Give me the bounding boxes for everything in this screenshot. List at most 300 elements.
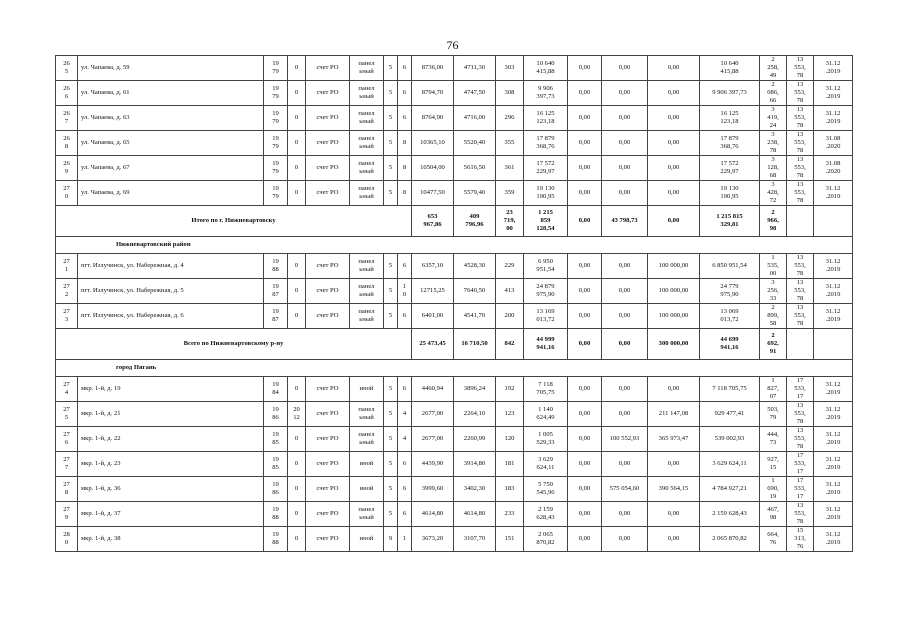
- floors-cell: 5: [384, 304, 398, 329]
- deadline-cell: 31.12 .2019: [814, 377, 853, 402]
- residents-cell: 229: [496, 254, 524, 279]
- federal-funds-cell: 0,00: [568, 502, 602, 527]
- federal-funds-cell: 0,00: [568, 131, 602, 156]
- table-row: [56, 131, 853, 156]
- year-built-cell: 19 87: [264, 279, 288, 304]
- residents-cell: 296: [496, 106, 524, 131]
- year-built-cell: 19 79: [264, 106, 288, 131]
- wall-material-cell: панел ьный: [350, 304, 384, 329]
- deadline-cell: 31.12 .2019: [814, 402, 853, 427]
- fund-method-cell: счет РО: [306, 502, 350, 527]
- fund-method-cell: счет РО: [306, 131, 350, 156]
- regional-funds-cell: 0,00: [602, 527, 648, 552]
- total-cost-cell: 19 130 190,95: [524, 181, 568, 206]
- wall-material-cell: иной: [350, 477, 384, 502]
- total-area-cell: 8764,90: [412, 106, 454, 131]
- municipal-funds-cell: 100 000,00: [648, 254, 700, 279]
- municipal-funds-cell: 0,00: [648, 181, 700, 206]
- wall-material-cell: панел ьный: [350, 427, 384, 452]
- total-area-cell: 10504,00: [412, 156, 454, 181]
- address-cell: пгт. Излучинск, ул. Набережная, д. 6: [78, 304, 264, 329]
- federal-funds-cell: 0,00: [568, 156, 602, 181]
- unit-cost-cell: 1 535, 00: [760, 254, 787, 279]
- total-cell: [814, 329, 853, 360]
- floors-cell: 5: [384, 279, 398, 304]
- municipal-funds-cell: 0,00: [648, 81, 700, 106]
- federal-funds-cell: 0,00: [568, 427, 602, 452]
- row-number-cell: 26 9: [56, 156, 78, 181]
- deadline-cell: 31.12 .2019: [814, 304, 853, 329]
- max-unit-cost-cell: 13 553, 78: [787, 131, 814, 156]
- unit-cost-cell: 2 899, 58: [760, 304, 787, 329]
- floors-cell: 5: [384, 477, 398, 502]
- total-area-cell: 3999,60: [412, 477, 454, 502]
- table-row: [56, 56, 853, 81]
- regional-funds-cell: 0,00: [602, 131, 648, 156]
- table-row: [56, 304, 853, 329]
- total-cell: 44 999 941,16: [524, 329, 568, 360]
- floors-cell: 5: [384, 181, 398, 206]
- table-row: [56, 181, 853, 206]
- year-reconstructed-cell: 0: [288, 181, 306, 206]
- table-row: [56, 427, 853, 452]
- table-row: [56, 452, 853, 477]
- row-number-cell: 27 2: [56, 279, 78, 304]
- floors-cell: 5: [384, 131, 398, 156]
- deadline-cell: 31.12 .2019: [814, 477, 853, 502]
- year-built-cell: 19 79: [264, 81, 288, 106]
- floors-cell: 5: [384, 56, 398, 81]
- total-cell: 0,00: [568, 206, 602, 237]
- total-area-cell: 8736,00: [412, 56, 454, 81]
- entrances-cell: 6: [398, 304, 412, 329]
- max-unit-cost-cell: 13 553, 78: [787, 304, 814, 329]
- owner-funds-cell: 929 477,41: [700, 402, 760, 427]
- table-row: [56, 254, 853, 279]
- residents-cell: 359: [496, 181, 524, 206]
- owner-funds-cell: 539 002,93: [700, 427, 760, 452]
- municipal-funds-cell: 0,00: [648, 452, 700, 477]
- entrances-cell: 6: [398, 477, 412, 502]
- row-number-cell: 27 9: [56, 502, 78, 527]
- section-title: Нижневартовский район: [56, 237, 853, 254]
- living-area-cell: 2260,99: [454, 427, 496, 452]
- address-cell: ул. Чапаева, д. 69: [78, 181, 264, 206]
- deadline-cell: 31.12 .2019: [814, 81, 853, 106]
- page-number: 76: [446, 38, 459, 52]
- deadline-cell: 31.12 .2019: [814, 181, 853, 206]
- regional-funds-cell: 0,00: [602, 402, 648, 427]
- fund-method-cell: счет РО: [306, 181, 350, 206]
- year-built-cell: 19 85: [264, 427, 288, 452]
- residents-cell: 413: [496, 279, 524, 304]
- row-number-cell: 27 5: [56, 402, 78, 427]
- federal-funds-cell: 0,00: [568, 477, 602, 502]
- residents-cell: 123: [496, 402, 524, 427]
- wall-material-cell: панел ьный: [350, 156, 384, 181]
- wall-material-cell: панел ьный: [350, 181, 384, 206]
- wall-material-cell: иной: [350, 377, 384, 402]
- federal-funds-cell: 0,00: [568, 527, 602, 552]
- living-area-cell: 3402,30: [454, 477, 496, 502]
- address-cell: мкр. 1-й, д. 22: [78, 427, 264, 452]
- regional-funds-cell: 0,00: [602, 156, 648, 181]
- max-unit-cost-cell: 13 553, 78: [787, 181, 814, 206]
- table-row: [56, 156, 853, 181]
- municipal-funds-cell: 0,00: [648, 156, 700, 181]
- total-cell: 653 967,86: [412, 206, 454, 237]
- address-cell: мкр. 1-й, д. 21: [78, 402, 264, 427]
- owner-funds-cell: 6 850 951,54: [700, 254, 760, 279]
- table-row: [56, 279, 853, 304]
- total-cell: 25 473,45: [412, 329, 454, 360]
- owner-funds-cell: 10 640 415,88: [700, 56, 760, 81]
- total-cost-cell: 17 879 368,76: [524, 131, 568, 156]
- row-number-cell: 26 5: [56, 56, 78, 81]
- living-area-cell: 4711,30: [454, 56, 496, 81]
- row-number-cell: 27 3: [56, 304, 78, 329]
- wall-material-cell: панел ьный: [350, 402, 384, 427]
- wall-material-cell: панел ьный: [350, 56, 384, 81]
- address-cell: мкр. 1-й, д. 37: [78, 502, 264, 527]
- total-cell: 0,00: [648, 206, 700, 237]
- year-built-cell: 19 79: [264, 156, 288, 181]
- address-cell: ул. Чапаева, д. 61: [78, 81, 264, 106]
- unit-cost-cell: 3 419, 24: [760, 106, 787, 131]
- deadline-cell: 31.12 .2019: [814, 279, 853, 304]
- total-cell: [787, 206, 814, 237]
- municipal-funds-cell: 0,00: [648, 56, 700, 81]
- owner-funds-cell: 2 065 870,82: [700, 527, 760, 552]
- table-row: [56, 402, 853, 427]
- year-built-cell: 19 88: [264, 527, 288, 552]
- residents-cell: 151: [496, 527, 524, 552]
- address-cell: мкр. 1-й, д. 23: [78, 452, 264, 477]
- fund-method-cell: счет РО: [306, 377, 350, 402]
- deadline-cell: 31.12 .2019: [814, 106, 853, 131]
- municipal-funds-cell: 100 000,00: [648, 279, 700, 304]
- residents-cell: 355: [496, 131, 524, 156]
- regional-funds-cell: 0,00: [602, 81, 648, 106]
- total-cost-cell: 6 950 951,54: [524, 254, 568, 279]
- total-cell: 43 798,73: [602, 206, 648, 237]
- fund-method-cell: счет РО: [306, 56, 350, 81]
- capital-repair-register-table: [55, 55, 853, 552]
- year-built-cell: 19 79: [264, 56, 288, 81]
- municipal-funds-cell: 211 147,08: [648, 402, 700, 427]
- living-area-cell: 7640,50: [454, 279, 496, 304]
- deadline-cell: 31.12 .2019: [814, 502, 853, 527]
- year-reconstructed-cell: 0: [288, 527, 306, 552]
- year-reconstructed-cell: 0: [288, 156, 306, 181]
- owner-funds-cell: 4 784 927,21: [700, 477, 760, 502]
- total-cell: 300 000,00: [648, 329, 700, 360]
- row-number-cell: 28 0: [56, 527, 78, 552]
- address-cell: пгт. Излучинск, ул. Набережная, д. 4: [78, 254, 264, 279]
- fund-method-cell: счет РО: [306, 81, 350, 106]
- living-area-cell: 4716,00: [454, 106, 496, 131]
- fund-method-cell: счет РО: [306, 254, 350, 279]
- fund-method-cell: счет РО: [306, 477, 350, 502]
- address-cell: ул. Чапаева, д. 65: [78, 131, 264, 156]
- total-row: [56, 206, 853, 237]
- table-row: [56, 377, 853, 402]
- total-area-cell: 2677,00: [412, 402, 454, 427]
- total-cost-cell: 1 005 529,33: [524, 427, 568, 452]
- wall-material-cell: панел ьный: [350, 131, 384, 156]
- residents-cell: 183: [496, 477, 524, 502]
- municipal-funds-cell: 390 564,15: [648, 477, 700, 502]
- year-built-cell: 19 86: [264, 402, 288, 427]
- regional-funds-cell: 0,00: [602, 254, 648, 279]
- total-area-cell: 6357,10: [412, 254, 454, 279]
- total-area-cell: 4614,80: [412, 502, 454, 527]
- municipal-funds-cell: 0,00: [648, 502, 700, 527]
- year-reconstructed-cell: 0: [288, 131, 306, 156]
- wall-material-cell: панел ьный: [350, 502, 384, 527]
- floors-cell: 5: [384, 452, 398, 477]
- regional-funds-cell: 0,00: [602, 279, 648, 304]
- year-reconstructed-cell: 0: [288, 502, 306, 527]
- total-cost-cell: 16 125 123,18: [524, 106, 568, 131]
- wall-material-cell: панел ьный: [350, 81, 384, 106]
- regional-funds-cell: 0,00: [602, 181, 648, 206]
- entrances-cell: 8: [398, 181, 412, 206]
- total-cost-cell: 2 065 870,82: [524, 527, 568, 552]
- year-reconstructed-cell: 0: [288, 452, 306, 477]
- deadline-cell: 31.12 .2019: [814, 452, 853, 477]
- total-cell: 0,00: [602, 329, 648, 360]
- deadline-cell: 31.08 .2020: [814, 131, 853, 156]
- owner-funds-cell: 17 879 368,76: [700, 131, 760, 156]
- fund-method-cell: счет РО: [306, 304, 350, 329]
- max-unit-cost-cell: 13 553, 78: [787, 81, 814, 106]
- year-reconstructed-cell: 0: [288, 377, 306, 402]
- floors-cell: 5: [384, 427, 398, 452]
- floors-cell: 5: [384, 254, 398, 279]
- year-reconstructed-cell: 20 12: [288, 402, 306, 427]
- entrances-cell: 6: [398, 81, 412, 106]
- wall-material-cell: панел ьный: [350, 254, 384, 279]
- entrances-cell: 6: [398, 106, 412, 131]
- max-unit-cost-cell: 17 533, 17: [787, 477, 814, 502]
- total-cost-cell: 24 879 975,90: [524, 279, 568, 304]
- entrances-cell: 4: [398, 402, 412, 427]
- total-cost-cell: 1 140 624,49: [524, 402, 568, 427]
- max-unit-cost-cell: 17 533, 17: [787, 452, 814, 477]
- unit-cost-cell: 3 428, 72: [760, 181, 787, 206]
- federal-funds-cell: 0,00: [568, 254, 602, 279]
- deadline-cell: 31.12 .2019: [814, 527, 853, 552]
- entrances-cell: 6: [398, 452, 412, 477]
- max-unit-cost-cell: 13 553, 78: [787, 427, 814, 452]
- total-cell: 23 719, 00: [496, 206, 524, 237]
- federal-funds-cell: 0,00: [568, 106, 602, 131]
- total-area-cell: 4460,94: [412, 377, 454, 402]
- deadline-cell: 31.08 .2020: [814, 156, 853, 181]
- residents-cell: 192: [496, 377, 524, 402]
- fund-method-cell: счет РО: [306, 106, 350, 131]
- unit-cost-cell: 664, 76: [760, 527, 787, 552]
- row-number-cell: 27 6: [56, 427, 78, 452]
- total-cell: 2 966, 98: [760, 206, 787, 237]
- living-area-cell: 4747,50: [454, 81, 496, 106]
- regional-funds-cell: 0,00: [602, 106, 648, 131]
- table-row: [56, 106, 853, 131]
- floors-cell: 5: [384, 156, 398, 181]
- residents-cell: 303: [496, 56, 524, 81]
- deadline-cell: 31.12 .2019: [814, 56, 853, 81]
- entrances-cell: 1: [398, 527, 412, 552]
- year-reconstructed-cell: 0: [288, 106, 306, 131]
- entrances-cell: 6: [398, 254, 412, 279]
- entrances-cell: 6: [398, 377, 412, 402]
- living-area-cell: 3107,70: [454, 527, 496, 552]
- living-area-cell: 5520,40: [454, 131, 496, 156]
- total-area-cell: 6401,00: [412, 304, 454, 329]
- total-cost-cell: 10 640 415,88: [524, 56, 568, 81]
- total-area-cell: 4439,90: [412, 452, 454, 477]
- entrances-cell: 6: [398, 56, 412, 81]
- federal-funds-cell: 0,00: [568, 402, 602, 427]
- address-cell: ул. Чапаева, д. 59: [78, 56, 264, 81]
- municipal-funds-cell: 0,00: [648, 131, 700, 156]
- unit-cost-cell: 2 258, 49: [760, 56, 787, 81]
- deadline-cell: 31.12 .2019: [814, 254, 853, 279]
- residents-cell: 120: [496, 427, 524, 452]
- living-area-cell: 3896,24: [454, 377, 496, 402]
- municipal-funds-cell: 365 973,47: [648, 427, 700, 452]
- max-unit-cost-cell: 13 553, 78: [787, 254, 814, 279]
- section-title: город Нягань: [56, 360, 853, 377]
- total-cost-cell: 13 169 013,72: [524, 304, 568, 329]
- owner-funds-cell: 24 779 975,90: [700, 279, 760, 304]
- residents-cell: 361: [496, 156, 524, 181]
- year-reconstructed-cell: 0: [288, 254, 306, 279]
- address-cell: мкр. 1-й, д. 38: [78, 527, 264, 552]
- unit-cost-cell: 2 086, 66: [760, 81, 787, 106]
- entrances-cell: 8: [398, 131, 412, 156]
- unit-cost-cell: 3 238, 78: [760, 131, 787, 156]
- year-built-cell: 19 85: [264, 452, 288, 477]
- unit-cost-cell: 503, 79: [760, 402, 787, 427]
- municipal-funds-cell: 0,00: [648, 377, 700, 402]
- total-area-cell: 2677,00: [412, 427, 454, 452]
- total-area-cell: 10365,10: [412, 131, 454, 156]
- year-reconstructed-cell: 0: [288, 304, 306, 329]
- table-row: [56, 81, 853, 106]
- floors-cell: 5: [384, 502, 398, 527]
- year-built-cell: 19 88: [264, 254, 288, 279]
- max-unit-cost-cell: 17 533, 17: [787, 377, 814, 402]
- regional-funds-cell: 100 552,93: [602, 427, 648, 452]
- unit-cost-cell: 3 256, 33: [760, 279, 787, 304]
- total-cell: 409 796,96: [454, 206, 496, 237]
- federal-funds-cell: 0,00: [568, 377, 602, 402]
- unit-cost-cell: 927, 15: [760, 452, 787, 477]
- regional-funds-cell: 0,00: [602, 304, 648, 329]
- regional-funds-cell: 0,00: [602, 452, 648, 477]
- regional-funds-cell: 0,00: [602, 56, 648, 81]
- year-built-cell: 19 86: [264, 477, 288, 502]
- max-unit-cost-cell: 13 553, 78: [787, 106, 814, 131]
- row-number-cell: 26 8: [56, 131, 78, 156]
- federal-funds-cell: 0,00: [568, 81, 602, 106]
- row-number-cell: 27 7: [56, 452, 78, 477]
- fund-method-cell: счет РО: [306, 402, 350, 427]
- wall-material-cell: иной: [350, 527, 384, 552]
- living-area-cell: 5616,50: [454, 156, 496, 181]
- total-area-cell: 10477,50: [412, 181, 454, 206]
- year-built-cell: 19 79: [264, 131, 288, 156]
- year-built-cell: 19 87: [264, 304, 288, 329]
- address-cell: пгт. Излучинск, ул. Набережная, д. 5: [78, 279, 264, 304]
- floors-cell: 5: [384, 81, 398, 106]
- total-row: [56, 329, 853, 360]
- total-cell: [814, 206, 853, 237]
- max-unit-cost-cell: 15 313, 76: [787, 527, 814, 552]
- year-reconstructed-cell: 0: [288, 427, 306, 452]
- address-cell: мкр. 1-й, д. 19: [78, 377, 264, 402]
- owner-funds-cell: 9 906 397,73: [700, 81, 760, 106]
- floors-cell: 9: [384, 527, 398, 552]
- fund-method-cell: счет РО: [306, 452, 350, 477]
- municipal-funds-cell: 100 000,00: [648, 304, 700, 329]
- unit-cost-cell: 1 827, 07: [760, 377, 787, 402]
- table-row: [56, 502, 853, 527]
- unit-cost-cell: 444, 73: [760, 427, 787, 452]
- federal-funds-cell: 0,00: [568, 304, 602, 329]
- year-built-cell: 19 79: [264, 181, 288, 206]
- address-cell: ул. Чапаева, д. 63: [78, 106, 264, 131]
- owner-funds-cell: 16 125 123,18: [700, 106, 760, 131]
- owner-funds-cell: 19 130 190,95: [700, 181, 760, 206]
- row-number-cell: 27 1: [56, 254, 78, 279]
- year-built-cell: 19 84: [264, 377, 288, 402]
- owner-funds-cell: 17 572 229,97: [700, 156, 760, 181]
- municipal-funds-cell: 0,00: [648, 527, 700, 552]
- total-cell: [787, 329, 814, 360]
- wall-material-cell: иной: [350, 452, 384, 477]
- floors-cell: 5: [384, 106, 398, 131]
- address-cell: ул. Чапаева, д. 67: [78, 156, 264, 181]
- residents-cell: 200: [496, 304, 524, 329]
- deadline-cell: 31.12 .2019: [814, 427, 853, 452]
- residents-cell: 233: [496, 502, 524, 527]
- floors-cell: 5: [384, 377, 398, 402]
- total-cost-cell: 2 159 628,43: [524, 502, 568, 527]
- total-cost-cell: 3 629 624,11: [524, 452, 568, 477]
- residents-cell: 308: [496, 81, 524, 106]
- living-area-cell: 3914,80: [454, 452, 496, 477]
- table-row: [56, 477, 853, 502]
- living-area-cell: 4614,80: [454, 502, 496, 527]
- year-built-cell: 19 88: [264, 502, 288, 527]
- max-unit-cost-cell: 13 553, 78: [787, 402, 814, 427]
- year-reconstructed-cell: 0: [288, 279, 306, 304]
- total-cell: 44 699 941,16: [700, 329, 760, 360]
- owner-funds-cell: 13 069 013,72: [700, 304, 760, 329]
- unit-cost-cell: 467, 98: [760, 502, 787, 527]
- table-row: [56, 527, 853, 552]
- total-cost-cell: 17 572 229,97: [524, 156, 568, 181]
- entrances-cell: 8: [398, 156, 412, 181]
- total-cost-cell: 9 906 397,73: [524, 81, 568, 106]
- fund-method-cell: счет РО: [306, 156, 350, 181]
- section-row: [56, 237, 853, 254]
- entrances-cell: 1 0: [398, 279, 412, 304]
- regional-funds-cell: 0,00: [602, 502, 648, 527]
